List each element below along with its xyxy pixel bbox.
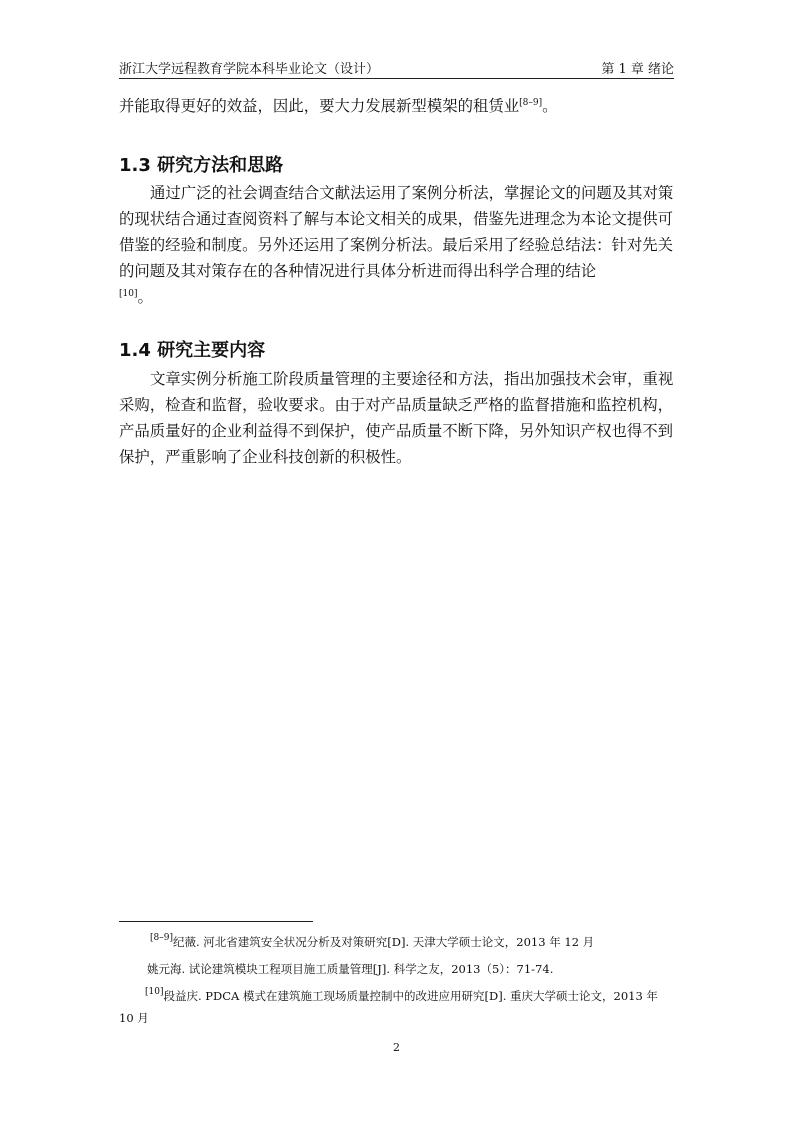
section-1-3-text: 通过广泛的社会调查结合文献法运用了案例分析法，掌握论文的问题及其对策的现状结合通过查阅资料了解与本论文相关的成果，借鉴先进理念为本论文提供可借鉴的经验和制度。另外还运用了案例分析法。最后采用了经验总结法：针对先关的问题及其对策存在的各种情况进行具体分析进而得出科学合理的结论: [119, 184, 674, 280]
section-1-3-paragraph: [119, 180, 674, 310]
intro-paragraph: [119, 93, 674, 119]
footnote-text: 段益庆. PDCA 模式在建筑施工现场质量控制中的改进应用研究[D]. 重庆大学硕士论文，2013 年 10 月: [119, 989, 658, 1025]
intro-end: 。: [542, 97, 558, 115]
footnote-ref: [8–9]: [150, 933, 173, 943]
footnote-item: [119, 958, 674, 980]
page-number: 2: [393, 1041, 400, 1054]
footnote-divider: [119, 921, 313, 922]
section-1-3-end: 。: [137, 288, 153, 306]
footnote-text: 姚元海. 试论建筑模块工程项目施工质量管理[J]. 科学之友，2013（5）：71-74.: [147, 962, 554, 976]
header-chapter: 第 1 章 绪论: [601, 62, 674, 77]
intro-citation: [8–9]: [519, 98, 543, 108]
section-1-4-paragraph: 文章实例分析施工阶段质量管理的主要途径和方法，指出加强技术会审，重视采购，检查和监督，验收要求。由于对产品质量缺乏严格的监督措施和监控机构，产品质量好的企业利益得不到保护，使产品质量不断下降，另外知识产权也得不到保护，严重影响了企业科技创新的积极性。: [119, 370, 674, 466]
footnote-text: 纪薇. 河北省建筑安全状况分析及对策研究[D]. 天津大学硕士论文，2013 年 12 月: [172, 935, 595, 949]
page-header: [119, 56, 674, 79]
section-1-4-heading: 1.4 研究主要内容: [119, 340, 266, 361]
footnote-item: [119, 985, 674, 1029]
section-1-3-citation: [10]: [119, 289, 138, 299]
header-thesis-title: 浙江大学远程教育学院本科毕业论文（设计）: [119, 62, 380, 77]
intro-text: 并能取得更好的效益，因此，要大力发展新型模架的租赁业: [119, 97, 520, 115]
section-1-3-heading: 1.3 研究方法和思路: [119, 155, 284, 176]
footnote-item: [119, 931, 674, 953]
footnote-ref: [10]: [145, 987, 164, 997]
